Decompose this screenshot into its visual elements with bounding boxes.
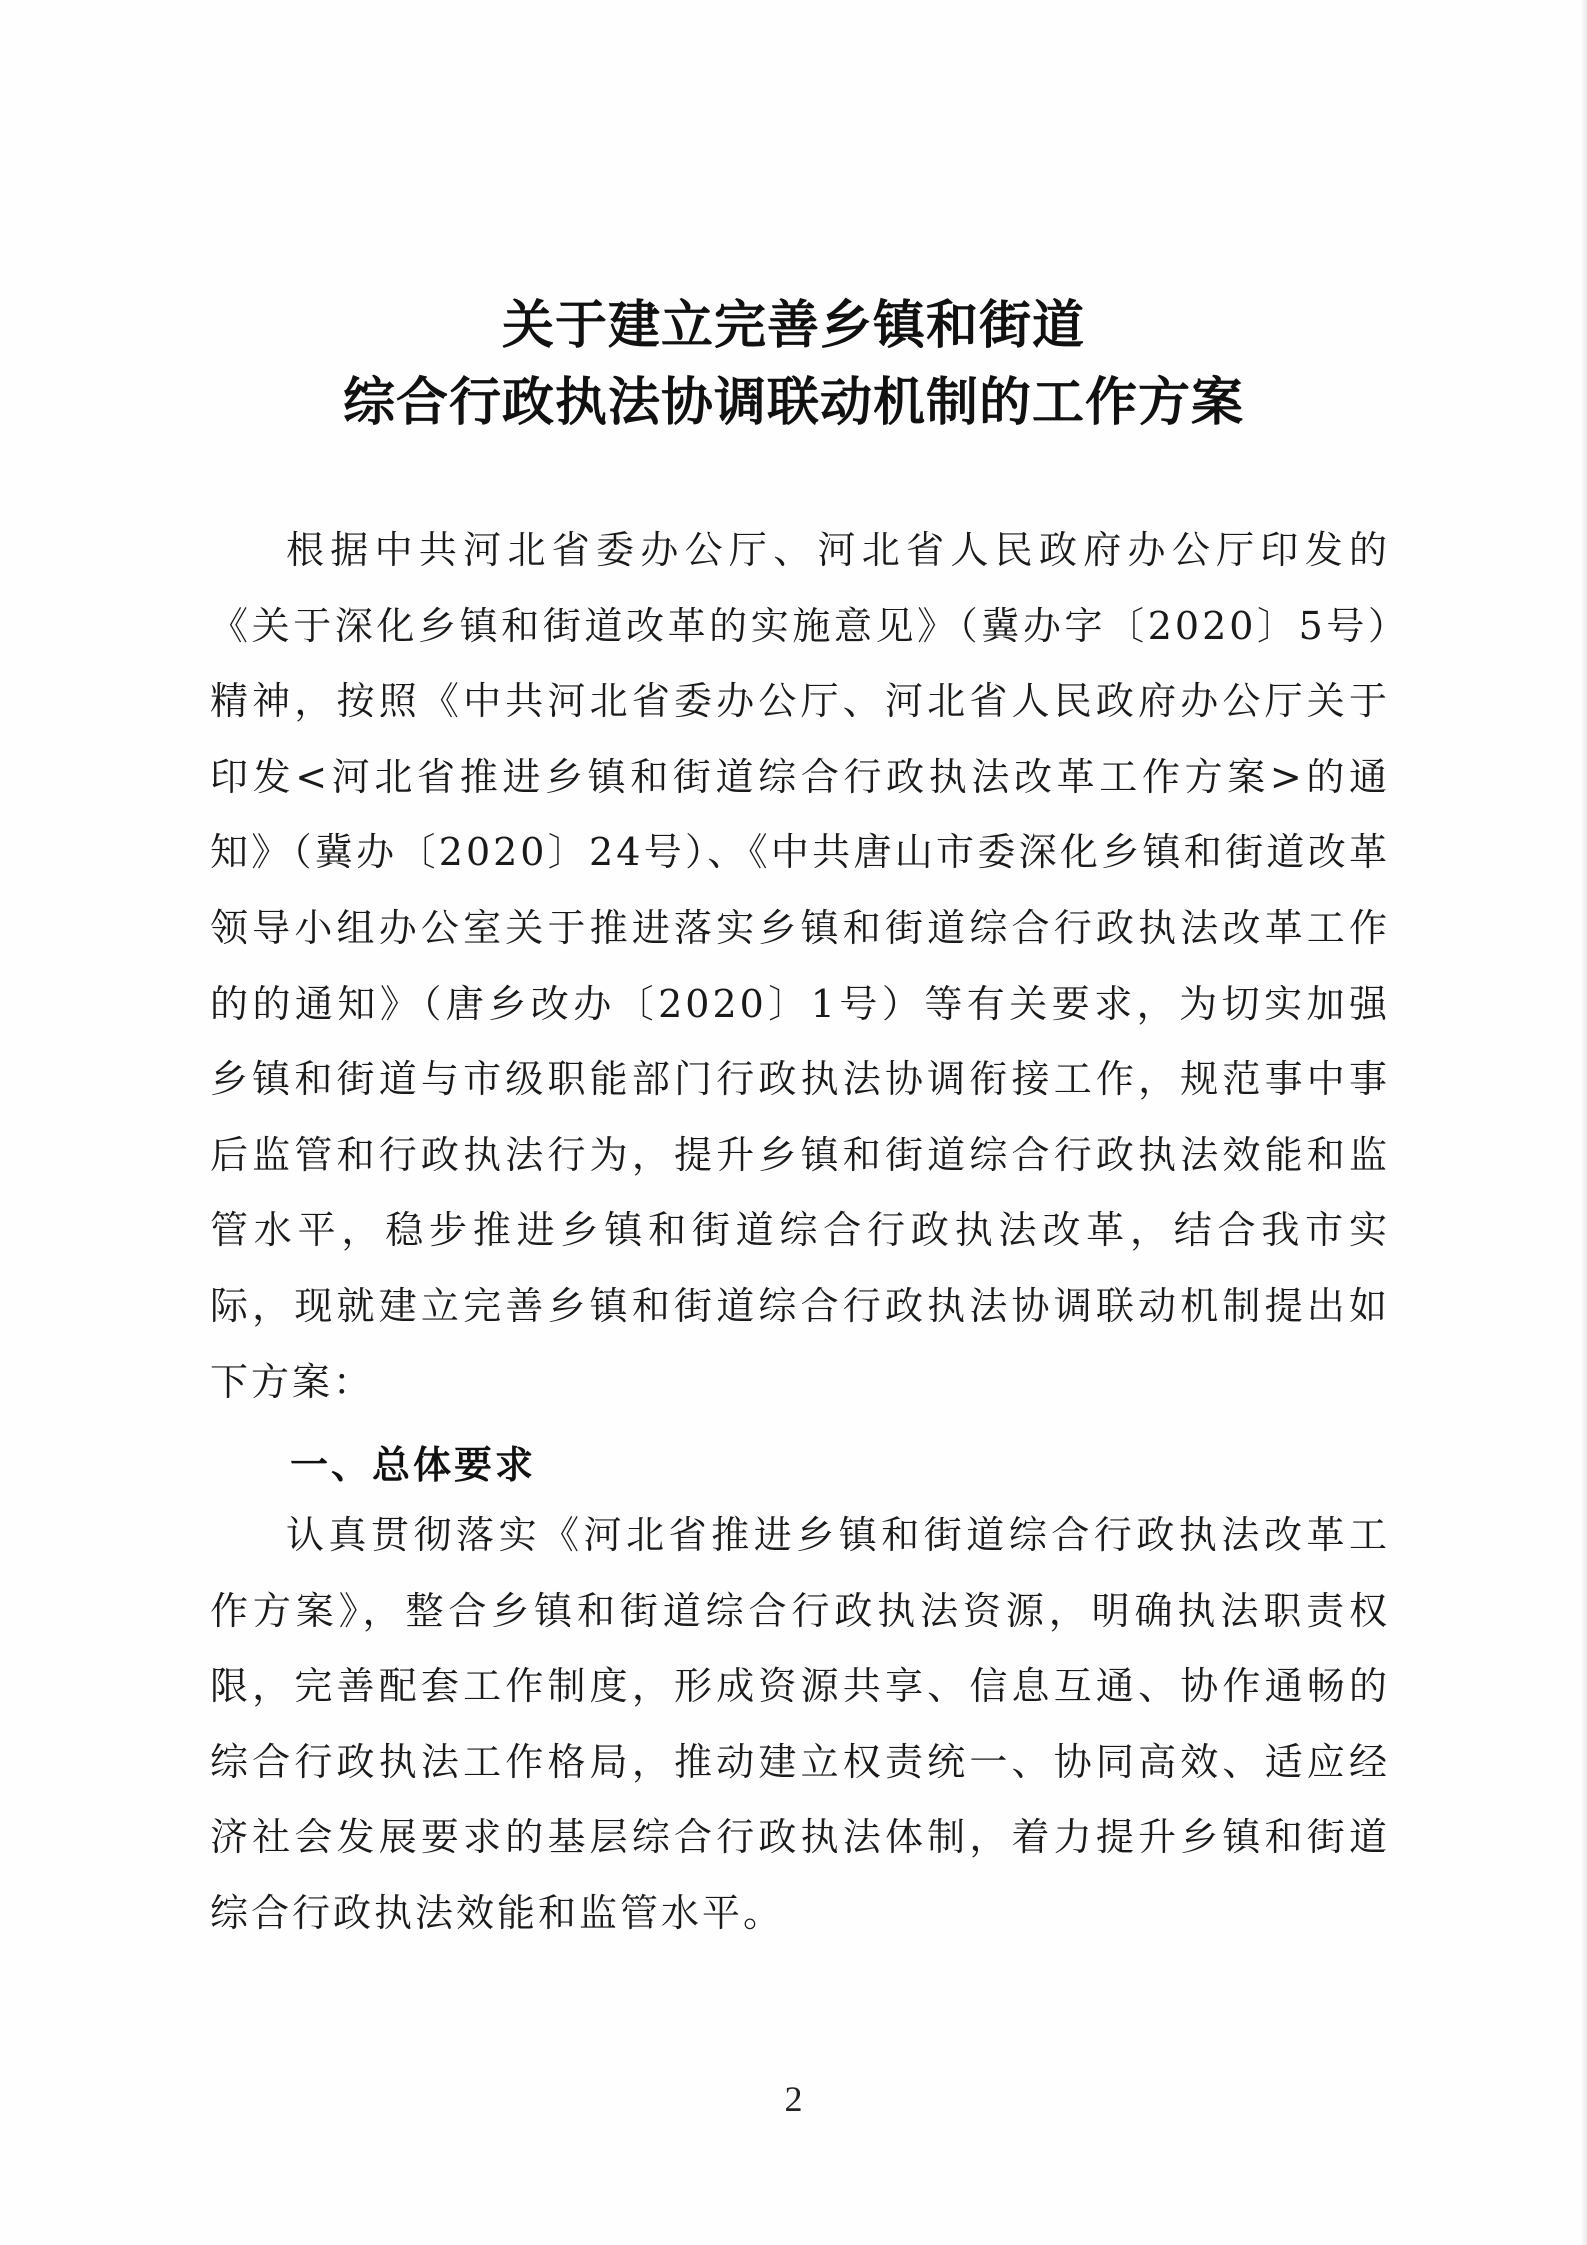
paragraph-2-text: 认真贯彻落实《河北省推进乡镇和街道综合行政执法改革工作方案》，整合乡镇和街道综合行政执法资源，明确执法职责权限，完善配套工作制度，形成资源共享、信息互通、协作通畅的综合行政执法工作格局，推动建立权责统一、协同高效、适应经济社会发展要求的基层综合行政执法体制，着力提升乡镇和街道综合行政执法效能和监管水平。 [210, 1513, 1390, 1935]
paragraph-2 [210, 1498, 1390, 1952]
document-title-line-2: 综合行政执法协调联动机制的工作方案 [342, 373, 1244, 433]
document-title-line-1: 关于建立完善乡镇和街道 [501, 296, 1085, 356]
paragraph-1-text: 根据中共河北省委办公厅、河北省人民政府办公厅印发的《关于深化乡镇和街道改革的实施意见》（冀办字〔2020〕5号）精神，按照《中共河北省委办公厅、河北省人民政府办公厅关于印发<河北省推进乡镇和街道综合行政执法改革工作方案>的通知》（冀办〔2020〕24号）、《中共唐山市委深化乡镇和街道改革领导小组办公室关于推进落实乡镇和街道综合行政执法改革工作的的通知》（唐乡改办〔2020〕1号）等有关要求，为切实加强乡镇和街道与市级职能部门行政执法协调衔接工作，规范事中事后监管和行政执法行为，提升乡镇和街道综合行政执法效能和监管水平，稳步推进乡镇和街道综合行政执法改革，结合我市实际，现就建立完善乡镇和街道综合行政执法协调联动机制提出如下方案： [210, 528, 1390, 1404]
page-number: 2 [784, 2079, 803, 2119]
scan-edge-shadow [1581, 0, 1587, 2245]
paragraph-1 [210, 513, 1390, 1420]
section-1-heading: 一、总体要求 [290, 1443, 537, 1487]
